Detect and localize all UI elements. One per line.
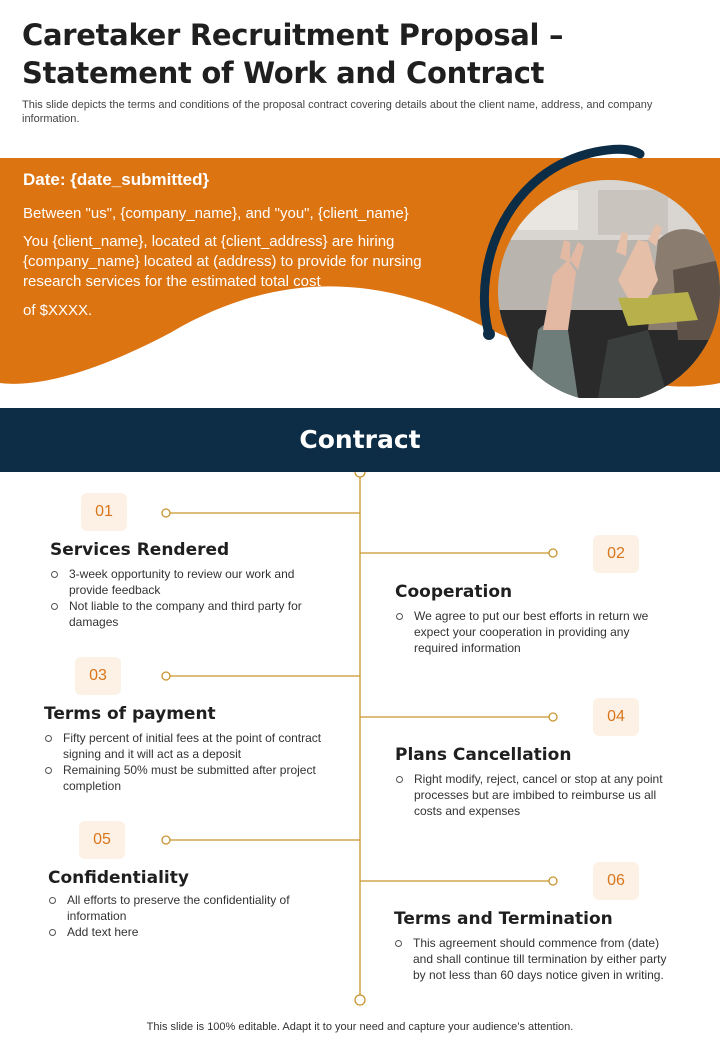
list-item: All efforts to preserve the confidentiality of information <box>48 892 313 924</box>
contract-heading-bar <box>0 408 720 472</box>
page-title <box>22 16 662 92</box>
section-number-01: 01 <box>81 493 127 531</box>
classroom-photo-image <box>498 180 720 398</box>
section-list-plans-cancellation <box>395 771 670 819</box>
footer-note: This slide is 100% editable. Adapt it to your need and capture your audience’s attention. <box>146 1021 574 1033</box>
section-title-terms-and-termination: Terms and Termination <box>394 909 613 929</box>
section-number-06: 06 <box>593 862 639 900</box>
section-list-services-rendered <box>50 566 325 630</box>
section-list-confidentiality <box>48 892 313 940</box>
list-item: Remaining 50% must be submitted after project completion <box>44 762 324 794</box>
section-number-05: 05 <box>79 821 125 859</box>
section-list-cooperation <box>395 608 660 656</box>
list-item: 3-week opportunity to review our work and provide feedback <box>50 566 325 598</box>
section-title-plans-cancellation: Plans Cancellation <box>395 745 572 765</box>
section-number-02: 02 <box>593 535 639 573</box>
title-line-2: Statement of Work and Contract <box>22 56 545 90</box>
list-item: Fifty percent of initial fees at the point of contract signing and it will act as a deposit <box>44 730 324 762</box>
section-number-03: 03 <box>75 657 121 695</box>
contract-heading: Contract <box>299 425 421 454</box>
hero-body-text: You {client_name}, located at {client_address} are hiring {company_name} located at (address) to provide for nursing research services for the estimated total cost <box>23 233 422 290</box>
section-list-terms-and-termination <box>394 935 674 983</box>
list-item: This agreement should commence from (date) and shall continue till termination by either party by not less than 60 days notice given in writing. <box>394 935 674 983</box>
title-line-1: Caretaker Recruitment Proposal – <box>22 18 564 52</box>
hero-between-line: Between "us", {company_name}, and "you", {client_name} <box>23 205 409 222</box>
section-list-terms-of-payment <box>44 730 324 794</box>
list-item: Not liable to the company and third party for damages <box>50 598 325 630</box>
hero-date: Date: {date_submitted} <box>23 170 210 189</box>
list-item: Add text here <box>48 924 313 940</box>
hero-photo <box>498 180 720 398</box>
section-title-services-rendered: Services Rendered <box>50 540 230 560</box>
section-title-confidentiality: Confidentiality <box>48 868 189 888</box>
hero-cost-line: of $XXXX. <box>23 302 93 319</box>
page-subtitle: This slide depicts the terms and conditions of the proposal contract covering details about the client name, address, and company information. <box>22 99 653 125</box>
section-title-terms-of-payment: Terms of payment <box>44 704 216 724</box>
list-item: Right modify, reject, cancel or stop at any point processes but are imbibed to reimburse us all costs and expenses <box>395 771 670 819</box>
section-number-04: 04 <box>593 698 639 736</box>
list-item: We agree to put our best efforts in return we expect your cooperation in providing any required information <box>395 608 660 656</box>
section-title-cooperation: Cooperation <box>395 582 513 602</box>
